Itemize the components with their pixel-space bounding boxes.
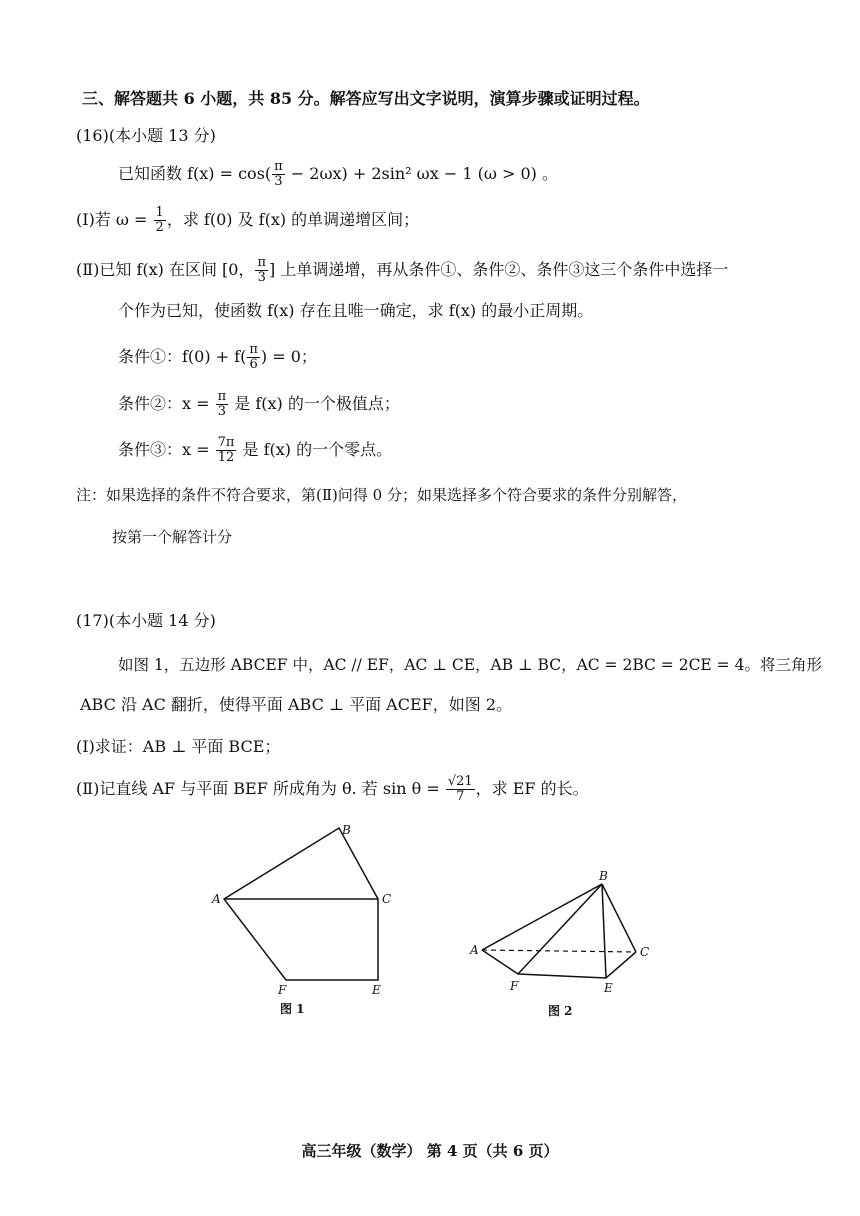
cond2-suffix: 是 f(x) 的一个极值点； bbox=[229, 394, 400, 413]
figure-1 bbox=[200, 820, 420, 1010]
q17-part2 bbox=[76, 775, 589, 804]
base-afec bbox=[482, 950, 636, 978]
q16-part2-suffix: ] 上单调递增，再从条件①、条件②、条件③这三个条件中选择一 bbox=[269, 260, 729, 279]
cond1-suffix: ) = 0； bbox=[260, 347, 317, 366]
frac-den: 6 bbox=[249, 357, 258, 372]
frac-den: 12 bbox=[217, 450, 235, 465]
cond2-prefix: 条件②：x = bbox=[118, 394, 215, 413]
q16-part2-frac bbox=[255, 256, 268, 285]
segment-fb bbox=[518, 884, 602, 974]
q17-part2-prefix: (Ⅱ)记直线 AF 与平面 BEF 所成角为 θ. 若 sin θ = bbox=[76, 779, 445, 798]
label-c: C bbox=[640, 945, 650, 959]
q16-condition-2 bbox=[118, 390, 400, 419]
q16-header: (16)(本小题 13 分) bbox=[76, 126, 216, 145]
q17-part2-suffix: ，求 EF 的长。 bbox=[475, 779, 589, 798]
segment-ab bbox=[482, 884, 602, 950]
frac-num: 1 bbox=[155, 205, 164, 220]
cond1-frac bbox=[247, 343, 260, 372]
q17-intro-line2: ABC 沿 AC 翻折，使得平面 ABC ⊥ 平面 ACEF，如图 2。 bbox=[80, 695, 512, 714]
label-b: B bbox=[342, 823, 351, 837]
frac-den: 2 bbox=[155, 220, 164, 235]
label-b: B bbox=[599, 869, 608, 883]
q17-intro-line1: 如图 1，五边形 ABCEF 中，AC // EF，AC ⊥ CE，AB ⊥ BC，AC = 2BC = 2CE = 4。将三角形 bbox=[118, 656, 822, 674]
frac-num: π bbox=[249, 342, 258, 357]
q16-condition-3 bbox=[118, 436, 392, 465]
label-a: A bbox=[212, 892, 221, 906]
label-e: E bbox=[604, 981, 613, 995]
q16-note-line2: 按第一个解答计分 bbox=[112, 528, 233, 546]
q16-intro-suffix: − 2ωx) + 2sin² ωx − 1 (ω > 0) 。 bbox=[285, 164, 558, 183]
frac-num: π bbox=[274, 159, 283, 174]
frac-den: 7 bbox=[456, 789, 465, 804]
cond3-suffix: 是 f(x) 的一个零点。 bbox=[237, 440, 393, 459]
figure-1-caption: 图 1 bbox=[280, 1002, 305, 1016]
q16-intro-frac bbox=[272, 160, 285, 189]
frac-num: √21 bbox=[447, 774, 473, 789]
page-footer: 高三年级（数学） 第 4 页（共 6 页） bbox=[301, 1142, 559, 1160]
q16-part2 bbox=[76, 256, 728, 285]
label-c: C bbox=[382, 892, 392, 906]
frac-den: 3 bbox=[274, 174, 283, 189]
q16-part2-prefix: (Ⅱ)已知 f(x) 在区间 [0， bbox=[76, 260, 255, 279]
q17-part2-frac bbox=[446, 775, 475, 804]
cond3-frac bbox=[216, 436, 237, 465]
label-e: E bbox=[372, 983, 381, 997]
cond3-prefix: 条件③：x = bbox=[118, 440, 215, 459]
q16-intro-prefix: 已知函数 f(x) = cos( bbox=[118, 164, 272, 183]
q16-note-line1: 注：如果选择的条件不符合要求，第(Ⅱ)问得 0 分；如果选择多个符合要求的条件分别解答， bbox=[76, 486, 687, 504]
frac-num: π bbox=[217, 389, 227, 404]
q16-part1-prefix: (Ⅰ)若 ω = bbox=[76, 210, 153, 229]
frac-num: π bbox=[257, 255, 267, 270]
q16-part2-line2: 个作为已知，使函数 f(x) 存在且唯一确定，求 f(x) 的最小正周期。 bbox=[118, 301, 594, 320]
segment-cb bbox=[602, 884, 636, 952]
figure-2-diagram bbox=[468, 870, 668, 1000]
figure-1-diagram bbox=[200, 820, 420, 1010]
q16-part1-frac bbox=[154, 206, 166, 235]
label-f: F bbox=[510, 979, 519, 993]
figure-2 bbox=[468, 870, 668, 1000]
cond2-frac bbox=[216, 390, 229, 419]
label-a: A bbox=[470, 943, 479, 957]
frac-den: 3 bbox=[217, 404, 227, 419]
figure-2-caption: 图 2 bbox=[548, 1004, 573, 1018]
segment-eb bbox=[602, 884, 606, 978]
cond1-prefix: 条件①：f(0) + f( bbox=[118, 347, 247, 366]
frac-den: 3 bbox=[257, 270, 266, 285]
q16-condition-1 bbox=[118, 343, 317, 372]
q16-part1-suffix: ，求 f(0) 及 f(x) 的单调递增区间； bbox=[166, 210, 420, 229]
frac-num: 7π bbox=[217, 435, 235, 450]
q16-part1 bbox=[76, 206, 419, 235]
segment-ac-hidden bbox=[482, 950, 636, 952]
pentagon-abcef bbox=[224, 828, 378, 980]
q16-intro bbox=[118, 160, 558, 189]
section-header: 三、解答题共 6 小题，共 85 分。解答应写出文字说明，演算步骤或证明过程。 bbox=[82, 89, 650, 108]
q17-part1: (Ⅰ)求证：AB ⊥ 平面 BCE； bbox=[76, 737, 281, 756]
q17-header: (17)(本小题 14 分) bbox=[76, 611, 216, 630]
label-f: F bbox=[278, 983, 287, 997]
